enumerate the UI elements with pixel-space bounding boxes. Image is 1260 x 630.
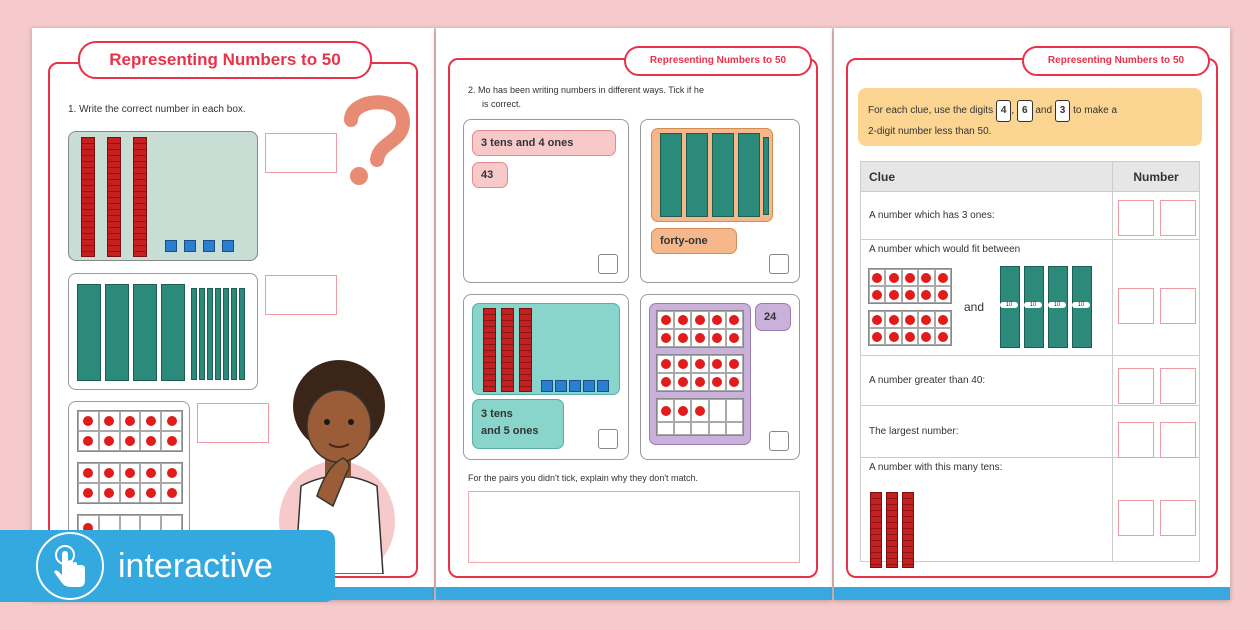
- ones-cube: [165, 240, 177, 252]
- tens-stick: [712, 133, 734, 217]
- worksheet-page-1: [32, 28, 434, 600]
- ones-stick: [207, 288, 213, 380]
- label-line-1: 3 tens: [481, 408, 513, 420]
- ones-cube: [184, 240, 196, 252]
- page-footer: [436, 587, 832, 600]
- clue-text: A number with this many tens:: [869, 462, 1003, 473]
- question-mark-icon: [337, 90, 417, 190]
- match-card-2: [640, 119, 800, 283]
- match-card-4: [640, 294, 800, 460]
- digit-card: 6: [1017, 100, 1033, 122]
- words-label: 3 tens and 4 ones: [472, 130, 616, 156]
- page-footer: [834, 587, 1230, 600]
- ones-cube: [203, 240, 215, 252]
- answer-box[interactable]: [265, 275, 337, 315]
- ten-label: 10: [1000, 302, 1018, 308]
- match-card-3: [463, 294, 629, 460]
- number-label: 43: [472, 162, 508, 188]
- instruction-text: to make a: [1073, 105, 1118, 116]
- digit-card: 4: [996, 100, 1012, 122]
- ones-stick: [239, 288, 245, 380]
- tens-answer-box[interactable]: [1118, 422, 1154, 458]
- number-header: Number: [1113, 162, 1200, 192]
- worksheet-page-3: [834, 28, 1230, 600]
- tens-rod: [519, 308, 532, 392]
- explain-answer-box[interactable]: [468, 491, 800, 563]
- interactive-badge[interactable]: [0, 530, 335, 602]
- ones-cube: [555, 380, 567, 392]
- interactive-label: interactive: [118, 546, 273, 585]
- tens-stick: [738, 133, 760, 217]
- base-ten-panel: [651, 128, 773, 222]
- tens-answer-box[interactable]: [1118, 288, 1154, 324]
- instruction-and: and: [1035, 105, 1053, 116]
- ten-label: 10: [1024, 302, 1042, 308]
- ones-stick: [231, 288, 237, 380]
- page-title: Representing Numbers to 50: [1022, 46, 1210, 76]
- base-ten-card: [68, 131, 258, 261]
- tens-answer-box[interactable]: [1118, 500, 1154, 536]
- base-ten-card: [68, 273, 258, 390]
- ten-frame-panel: [649, 303, 751, 445]
- worksheet-page-2: [436, 28, 832, 600]
- ones-cube: [569, 380, 581, 392]
- ten-frame: [868, 268, 952, 304]
- ten-frame: [77, 462, 183, 504]
- tens-rod: [133, 137, 147, 257]
- words-label: forty-one: [651, 228, 737, 254]
- ones-answer-box[interactable]: [1160, 200, 1196, 236]
- between-and-text: and: [964, 300, 985, 314]
- clue-header: Clue: [861, 162, 1113, 192]
- ten-label: 10: [1072, 302, 1090, 308]
- ones-stick: [223, 288, 229, 380]
- question-text: 1. Write the correct number in each box.: [68, 104, 246, 115]
- tens-answer-box[interactable]: [1118, 368, 1154, 404]
- match-card-1: [463, 119, 629, 283]
- ten-label: 10: [1048, 302, 1066, 308]
- ten-frame: [77, 410, 183, 452]
- tens-rod: [501, 308, 514, 392]
- clue-text: A number which would fit between: [869, 244, 1021, 255]
- ones-stick: [199, 288, 205, 380]
- tens-stick: [686, 133, 708, 217]
- tens-rod: [107, 137, 121, 257]
- explain-prompt: For the pairs you didn't tick, explain why they don't match.: [468, 473, 699, 483]
- page-title: Representing Numbers to 50: [78, 41, 372, 79]
- tens-rod: [886, 492, 898, 568]
- ones-stick: [191, 288, 197, 380]
- tick-checkbox[interactable]: [769, 431, 789, 451]
- ones-cube: [541, 380, 553, 392]
- tens-stick: [105, 284, 129, 381]
- answer-box[interactable]: [197, 403, 269, 443]
- tens-stick: [660, 133, 682, 217]
- answer-box[interactable]: [265, 133, 337, 173]
- clue-cell: A number greater than 40:: [861, 356, 1113, 406]
- tens-rod: [902, 492, 914, 568]
- ones-stick: [763, 137, 769, 215]
- label-line-2: and 5 ones: [481, 425, 539, 437]
- ones-cube: [597, 380, 609, 392]
- tick-checkbox[interactable]: [598, 429, 618, 449]
- tens-rod: [483, 308, 496, 392]
- ten-frame: [656, 398, 744, 436]
- words-label: [472, 399, 564, 449]
- question-line-1: 2. Mo has been writing numbers in different ways. Tick if he: [468, 85, 704, 95]
- page-title: Representing Numbers to 50: [624, 46, 812, 76]
- tens-stick: [77, 284, 101, 381]
- ten-frame: [656, 354, 744, 392]
- ten-frame: [656, 310, 744, 348]
- ones-answer-box[interactable]: [1160, 288, 1196, 324]
- ones-cube: [583, 380, 595, 392]
- tick-checkbox[interactable]: [769, 254, 789, 274]
- ones-answer-box[interactable]: [1160, 422, 1196, 458]
- instruction-line-2: 2-digit number less than 50.: [868, 126, 992, 137]
- tens-stick: [133, 284, 157, 381]
- clue-cell: The largest number:: [861, 406, 1113, 458]
- tens-rod: [81, 137, 95, 257]
- ones-stick: [215, 288, 221, 380]
- tens-answer-box[interactable]: [1118, 200, 1154, 236]
- touch-icon: [36, 532, 104, 600]
- tick-checkbox[interactable]: [598, 254, 618, 274]
- instruction-text: For each clue, use the digits: [868, 105, 994, 116]
- question-line-2: is correct.: [482, 99, 522, 109]
- ten-frame: [868, 310, 952, 346]
- base-ten-panel: [472, 303, 620, 395]
- digit-card: 3: [1055, 100, 1071, 122]
- tens-rod: [870, 492, 882, 568]
- instruction-line-1: For each clue, use the digits 4 , 6 and 3 to make a: [868, 100, 1192, 122]
- ones-answer-box[interactable]: [1160, 500, 1196, 536]
- ones-cube: [222, 240, 234, 252]
- number-label: 24: [755, 303, 791, 331]
- ones-answer-box[interactable]: [1160, 368, 1196, 404]
- tens-stick: [161, 284, 185, 381]
- instruction-box: [858, 88, 1202, 146]
- clue-cell: [861, 458, 1113, 562]
- clue-cell: A number which has 3 ones:: [861, 192, 1113, 240]
